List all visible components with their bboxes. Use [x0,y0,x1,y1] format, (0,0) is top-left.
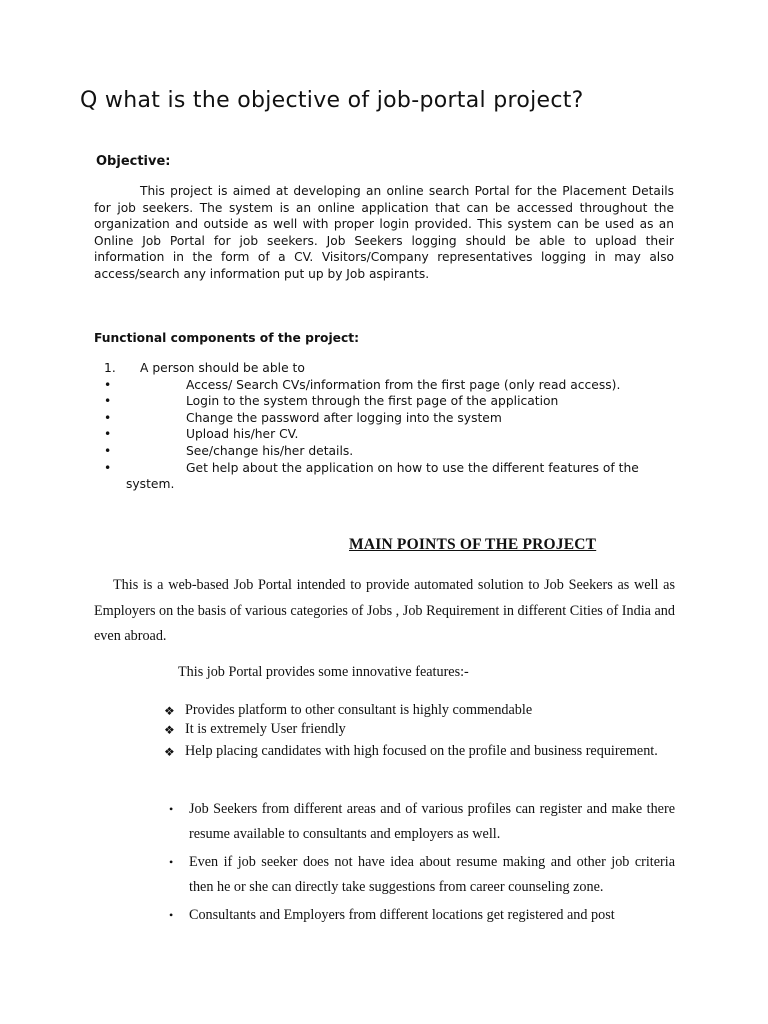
bullet-icon: • [169,907,174,922]
list-item [160,850,675,901]
list-item-text: Upload his/her CV. [186,427,299,442]
objective-paragraph: This project is aimed at developing an online search Portal for the Placement Details for job seekers. The system is an online application that can be accessed throughout the organization and outside as well with proper login provided. This system can be used as an Online Job Portal for job seekers. Job Seekers logging should be able to upload their information in the form of a CV. Visitors/Company representatives logging in may also access/search any information put up by Job aspirants. [94,184,674,281]
diamond-bullet-icon: ❖ [164,722,175,737]
list-item-continuation: system. [126,477,175,492]
bullet-icon: • [169,854,174,869]
bullet-icon: • [104,410,112,425]
list-item [94,360,674,377]
list-item-text: Change the password after logging into the system [186,410,502,425]
list-item [94,460,674,493]
bullet-icon: • [104,443,112,458]
list-item [94,410,674,427]
main-points-title: MAIN POINTS OF THE PROJECT [349,536,597,553]
list-number: 1. [104,361,116,375]
list-item-text: Help placing candidates with high focused on the profile and business requirement. [185,743,658,759]
bullet-icon: • [104,377,112,392]
list-item-text: It is extremely User friendly [185,720,346,737]
diamond-bullet-icon: ❖ [164,745,175,759]
list-item [160,738,675,764]
list-item-text: Access/ Search CVs/information from the first page (only read access). [186,377,621,392]
list-item-text: Provides platform to other consultant is highly commendable [185,702,533,718]
list-item-text: Even if job seeker does not have idea about resume making and other job criteria then he or she can directly take suggestions from career counseling zone. [189,853,675,896]
functional-components-label: Functional components of the project: [94,331,360,345]
features-list [160,701,675,764]
list-item [160,903,675,928]
functional-components-list [94,360,674,493]
list-item [160,797,675,848]
list-item-text: Consultants and Employers from different locations get registered and post [189,906,615,923]
list-item-text: See/change his/her details. [186,443,354,458]
bullet-icon: • [104,460,112,475]
diamond-bullet-icon: ❖ [164,704,175,718]
page-heading: Q what is the objective of job-portal project? [80,88,584,113]
list-item-text: Get help about the application on how to use the different features of the [186,460,639,475]
list-item [94,426,674,443]
list-item [160,701,675,720]
list-item-text: Job Seekers from different areas and of various profiles can register and make there resume available to consultants and employers as well. [189,801,675,843]
list-item [160,720,675,739]
benefits-list [160,797,675,930]
bullet-icon: • [104,427,112,442]
bullet-icon: • [169,802,174,816]
list-item-text: Login to the system through the first page of the application [186,394,559,409]
bullet-icon: • [104,394,112,409]
list-item-text: A person should be able to [140,361,305,375]
main-paragraph: This is a web-based Job Portal intended to provide automated solution to Job Seekers as well as Employers on the basis of various categories of Jobs , Job Requirement in different Cities of India and even abroad. [94,577,675,644]
list-item [94,393,674,410]
list-item [94,377,674,394]
objective-label: Objective: [96,154,171,169]
list-item [94,443,674,460]
features-intro: This job Portal provides some innovative features:- [178,664,469,680]
